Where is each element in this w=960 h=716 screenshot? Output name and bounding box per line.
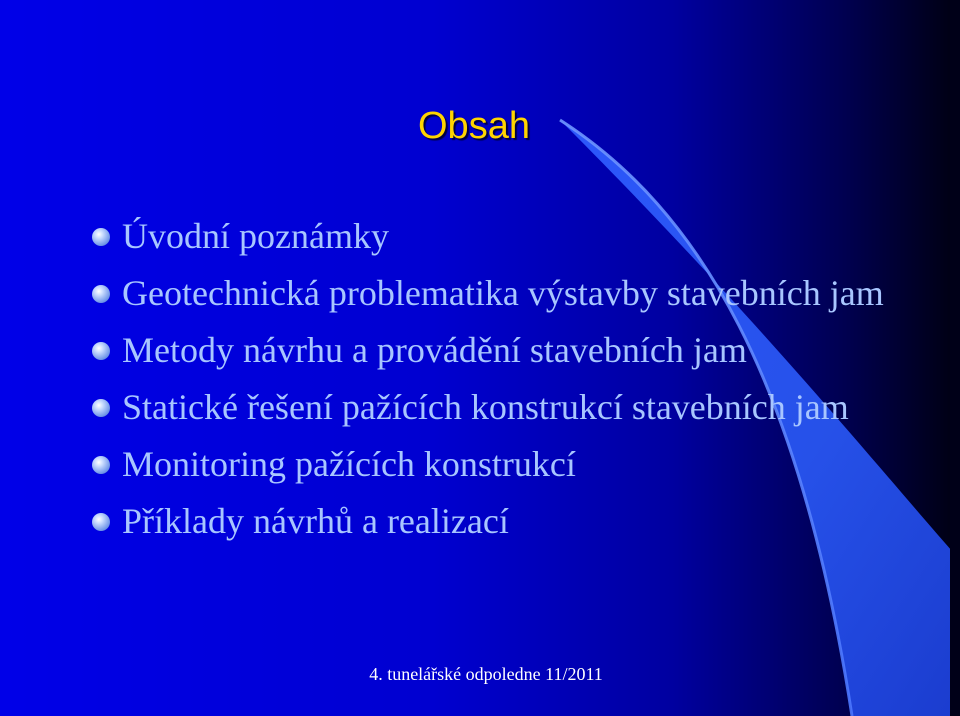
list-item-text: Metody návrhu a provádění stavebních jam <box>122 330 747 370</box>
list-item <box>92 271 892 316</box>
list-item-text: Úvodní poznámky <box>122 216 389 256</box>
list-item <box>92 214 892 259</box>
bullet-icon <box>92 456 110 474</box>
bullet-icon <box>92 285 110 303</box>
slide-footer: 4. tunelářské odpoledne 11/2011 <box>369 664 603 684</box>
list-item-text: Monitoring pažících konstrukcí <box>122 444 576 484</box>
bullet-icon <box>92 342 110 360</box>
bullet-icon <box>92 399 110 417</box>
list-item-text: Příklady návrhů a realizací <box>122 501 509 541</box>
list-item <box>92 442 892 487</box>
bullet-icon <box>92 228 110 246</box>
list-item-text: Geotechnická problematika výstavby stavebních jam <box>122 273 884 313</box>
bullet-list <box>92 214 892 556</box>
list-item <box>92 328 892 373</box>
slide-title: Obsah <box>418 105 530 147</box>
dark-right-edge <box>950 0 960 716</box>
list-item <box>92 385 892 430</box>
list-item-text: Statické řešení pažících konstrukcí stavebních jam <box>122 387 849 427</box>
list-item <box>92 499 892 544</box>
bullet-icon <box>92 513 110 531</box>
